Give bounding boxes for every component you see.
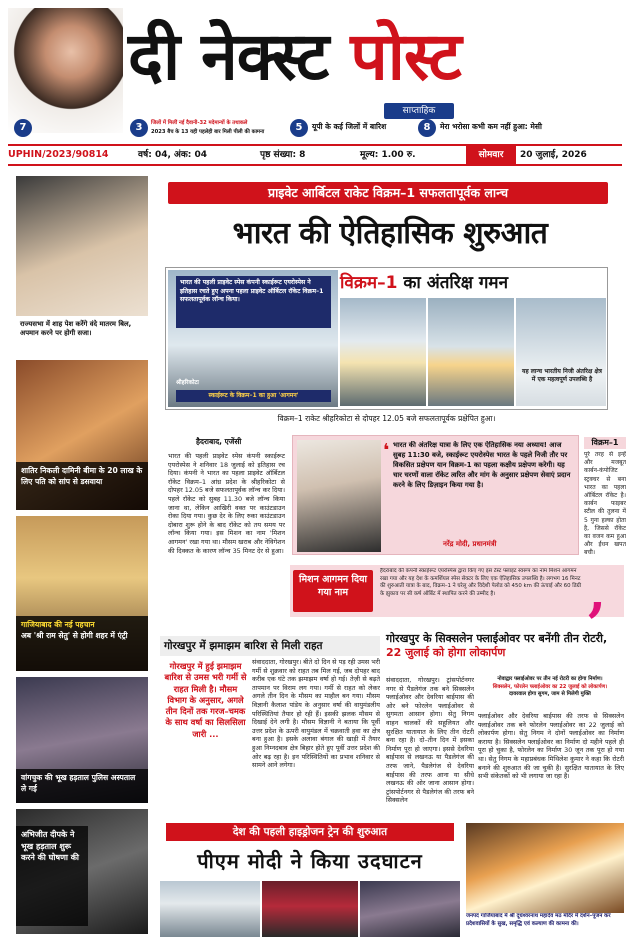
quote-author: नरेंद्र मोदी, प्रधानमंत्री xyxy=(443,540,497,548)
registration-number: UPHIN/2023/90814 xyxy=(8,146,128,164)
flyover-headline-red: 22 जुलाई को होगा लोकार्पण xyxy=(386,646,506,659)
temple-photo xyxy=(466,823,624,913)
vikram-sidebox-body: पूरे तरह से इन्हें और मजबूत कार्बन-कंपोजिट स्ट्रक्चर से बना भारत का पहला ऑर्बिटल रॉकेट है। कार्बन फाइबर स्टील की तुलना में 5 गुना हल्का होता है, जिससे रॉकेट का वजन कम हुआ और ईंधन खपत बची। xyxy=(584,451,626,557)
masthead-title-black: दी नेक्स्ट xyxy=(128,18,329,95)
rain-headline: गोरखपुर में झमाझम बारिश से मिली राहत xyxy=(160,636,380,656)
sidebar-caption-3-text: अब 'श्री राम सेतु' से होगी शहर में एंट्री xyxy=(21,631,128,640)
masthead-title xyxy=(128,12,548,107)
train-kicker: देश की पहली हाइड्रोजन ट्रेन की शुरुआत xyxy=(166,823,454,841)
vikram-sidebox-title: विक्रम–1 xyxy=(584,437,626,449)
teaser-num-8: 8 xyxy=(418,119,436,137)
masthead-model-photo xyxy=(8,8,123,133)
flyover-sub-3: दावरवाल होगा सुगम, जाम से मिलेगी मुक्ति xyxy=(509,691,591,698)
issue-date: 20 जुलाई, 2026 xyxy=(520,150,587,160)
teaser-row xyxy=(8,119,622,139)
sidebar-caption-4: वांगचुक की भूख हड़ताल पुलिस अस्पताल ले गई xyxy=(16,769,148,803)
inset-label: श्रीहरिकोटा xyxy=(176,380,199,386)
right-caption: यह लान्च भारतीय निजी अंतरिक्ष क्षेत्र में एक महत्वपूर्ण उपलब्धि है xyxy=(522,368,602,383)
weekday: सोमवार xyxy=(466,146,516,164)
sidebar-caption-3-red: गाजियाबाद की नई पहचान xyxy=(21,620,95,629)
page-count: पृष्ठ संख्या: 8 xyxy=(260,150,306,160)
lead-box-intro: भारत की पहली प्राइवेट स्पेस कंपनी स्काईरूट एयरोस्पेस ने इतिहास रचते हुए अपना पहला प्राइवेट ऑर्बिटल रॉकेट विक्रम–1 सफलतापूर्वक लॉन्च किया। xyxy=(176,276,331,328)
sidebar-caption-1 xyxy=(16,316,148,354)
teaser-num-7: 7 xyxy=(14,119,32,137)
teaser-num-3: 3 xyxy=(130,119,148,137)
flyover-body-left: संवाददाता, गोरखपुर। ट्रांसपोर्टनगर नगर से पैडलेगंज तक बने सिक्सलेन फ्लाईओवर और देवरिया बाईपास की ओर बने फोरलेन फ्लाईओवर से सुगमता आसान होगा। सेतु निगम वाहन चालकों की सहूलियत और सुरक्षित यातायात के लिए तीन रोटरी बना रहा है। दो–तीन दिन में इसका निर्माण पूरा हो जाएगा। इससे देवरिया बाईपास से लखनऊ या पैडलेगंज की तरफ जाने, पैडलेगंज से देवरिया बाईपास की तरफ आना या सीधे लखनऊ की ओर जाना आसान होगा। ट्रांसपोर्टनगर से पैडलेगंज की तरफ बने सिक्सलेन xyxy=(386,676,474,805)
train-photo-2 xyxy=(262,881,358,937)
mission-label: मिशन आगमन दिया गया नाम xyxy=(293,570,373,612)
lead-body: भारत की पहली प्राइवेट स्पेस कंपनी स्काईरूट एयरोस्पेस ने शनिवार 18 जुलाई को इतिहास रच दिया। कंपनी ने भारत का पहला प्राइवेट ऑर्बिटल रॉकेट विक्रम–1 आंध्र प्रदेश के श्रीहरिकोटा से दोपहर 12.05 बजे सफलतापूर्वक लॉन्च कर दिया। पहले रॉकेट को सुबह 11.30 बजे लॉन्च किया जाना था, लेकिन आखिरी वक्त पर काउंटडाउन रोका दिया गया। कुछ देर के लिए रुका काउंटडाउन दोबारा शुरू होने के बाद रॉकेट को तय समय पर लॉन्च किया गया। इस मिशन का नाम 'मिशन आगमन' रखा गया था। मौसम खराब और नेविगेशन की दिक्कत के कारण लॉन्च 35 मिनट देर से हुआ। xyxy=(168,452,285,555)
vikram-title-red: विक्रम–1 xyxy=(340,273,398,293)
sidebar-caption-3 xyxy=(16,616,148,671)
flyover-headline xyxy=(386,632,624,672)
lead-headline: भारत की ऐतिहासिक शुरुआत xyxy=(232,216,548,251)
train-photo-1 xyxy=(160,881,260,937)
teaser-3-line-1: जिलों में मिलीं नई दैवानी-32 मदेमान्यों के तथाकले xyxy=(151,120,248,126)
masthead-title-red: पोस्ट xyxy=(350,18,461,95)
teaser-3-line-2: 2023 बैच के 13 यही पहलेही बार मिली पीली की कामना xyxy=(151,129,265,135)
flyover-body-right: फ्लाईओवर और देवरिया बाईपास की तरफ से सिक्सलेन फ्लाईओवर तक बने फोरलेन फ्लाईओवर का 22 जुलाई को लोकार्पण होगा। सेतु निगम ने दोनों फ्लाईओवर का निर्माण कराया है। सिक्सलेन फ्लाईओवर का निर्माण दो महीने पहले ही पूरा हो चुका है, फोरलेन का निर्माण 30 जून तक पूरा हो गया था। सेतु निगम के महाप्रबंधक मिथिलेश कुमार ने कहा कि रोटरी बनाने की शुरुआत की जा चुकी है। सुरक्षित यातायात के लिए सभी संकेतकों को भी लगाया जा रहा है। xyxy=(478,712,624,781)
teaser-3-text xyxy=(151,119,291,139)
rain-pull-quote: गोरखपुर में हुई झमाझम बारिश से उमस भरी गर्मी से राहत मिली है। मौसम विभाग के अनुसार, अगले तीन दिनों तक गरज–चमक के साथ वर्षा का सिलसिला जारी ... xyxy=(164,661,247,739)
sidebar xyxy=(16,176,148,934)
quote-text: भारत की अंतरिक्ष यात्रा के लिए एक ऐतिहासिक नया अध्याय! आज सुबह 11:30 बजे, स्काईरूट एयरोस्पेस भारत के पहले निजी तौर पर विकसित प्रक्षेपण यान विक्रम-1 का पहला कक्षीय प्रक्षेपण करेगी। यह चार चरणों वाला रॉकेट त्वरित और मांग के अनुसार प्रक्षेपण सेवाएं प्रदान करने के लिए डिज़ाइन किया गया है। xyxy=(393,441,571,489)
sidebar-caption-5: अभिजीत दीपके ने भूख हड़ताल शुरू करने की घोषणा की xyxy=(16,826,88,926)
vikram-title xyxy=(340,270,606,296)
teaser-5-text: यूपी के कई जिलों में बारिश xyxy=(312,122,387,131)
launch-photo-3 xyxy=(516,298,606,406)
train-photo-3 xyxy=(360,881,460,937)
temple-caption: जनपद गाजियाबाद में श्री दूधेश्वरनाथ महादेव मठ मंदिर में दर्शन–पूजन कर प्रदेशवासियों के सुख, समृद्धि एवं कल्याण की कामना की। xyxy=(466,913,611,927)
flyover-sub-2: सिक्सलेन, फोरलेन फ्लाईओवर का 22 जुलाई को लोकार्पण। xyxy=(492,683,608,690)
inset-caption: स्काईरूट के विक्रम–1 का हुआ 'आगमन' xyxy=(176,390,331,402)
weekly-tag: साप्ताहिक xyxy=(384,103,454,119)
lead-dateline: हैदराबाद, एजेंसी xyxy=(196,437,242,446)
vikram-title-black: का अंतरिक्ष गमन xyxy=(403,273,509,293)
teaser-num-5: 5 xyxy=(290,119,308,137)
mission-text: हैदराबाद की कंपनी स्काईरूट एयरोस्पेस द्वारा किए गए इस टेस्ट फ्लाइट स्वरूप का नाम मिशन आगमन रखा गया और यह देश के कमर्शियल स्पेस सेक्टर के लिए एक ऐतिहासिक उपलब्धि है। लगभग 16 मिनट की शुरुआती यात्रा के बाद, विक्रम–1 ने घरेलू और विदेशी पेलोड को 450 km की ऊंचाई और 60 डिग्री के झुकाव पर सी कर्ष ऑर्बिट में स्थापित करने की उम्मीद है। xyxy=(380,568,582,598)
mission-box xyxy=(290,562,624,623)
info-bar xyxy=(8,144,622,166)
volume-issue: वर्ष: 04, अंक: 04 xyxy=(138,150,208,160)
quote-mark-icon: ❛ xyxy=(383,440,390,461)
flyover-headline-black: गोरखपुर के सिक्सलेन फ्लाईओवर पर बनेंगी तीन रोटरी, xyxy=(386,632,608,645)
sidebar-caption-1-text: राज्यसभा में शाह पेश करेंगे वंदे मातरम बिल, अपमान करने पर होगी सजा। xyxy=(20,320,132,337)
modi-photo xyxy=(297,440,381,552)
comma-icon: , xyxy=(588,562,607,623)
sidebar-caption-2: शातिर निकली दामिनी बीमा के 20 लाख के लिए पति को सांप से डसवाया xyxy=(16,462,148,510)
price: मूल्य: 1.00 रु. xyxy=(360,150,416,160)
teaser-8-text: मेरा भरोसा कभी कम नहीं हुआ: मेसी xyxy=(440,122,542,131)
flyover-sub-1: नोवाद्वार फ्लाईओवर पर तीन नई रोटरी का होगा निर्माण। xyxy=(497,676,603,682)
launch-photo-1 xyxy=(340,298,426,406)
launch-photo-2 xyxy=(428,298,514,406)
lead-kicker: प्राइवेट आर्बिटल राकेट विक्रम–1 सफलतापूर्वक लान्च xyxy=(168,182,608,204)
rain-body: संवाददाता, गोरखपुर। बीते दो दिन से पड़ रही उमस भरी गर्मी से शुक्रवार को राहत तब मिल गई, जब दोपहर बाद करीब एक घंटे तक झमाझम वर्षा हो गई। तेज़ी से बढ़ते तापमान पर विराम लग गया। गर्मी से राहत को लेकर अगले तीन दिन के मौसम का माहौल बन गया। मौसम विज्ञानी कैलाश पांडेय के अनुसार वर्षा की वायुमंडलीय परिस्थितियां तैयार हो रही हैं। इसकी झलक मौसम से दिखाई देने लगी है। मौसम विज्ञानी ने बताया कि पूर्वी उत्तर प्रदेश के ऊपरी वायुमंडल में चक्रवाती हवा का क्षेत्र बना हुआ है। इसके अलावा बंगाल की खाड़ी में तैयार हुआ निम्नदबाव क्षेत्र बिहार होते हुए पूर्वी उत्तर प्रदेश की ओर बढ़ रहा है। इन परिस्थितियों का प्रभाव शनिवार से सामने आने लगेगा। xyxy=(252,658,380,770)
lead-strip-caption: विक्रम–1 राकेट श्रीहरिकोटा से दोपहर 12.05 बजे सफलतापूर्वक प्रक्षेपित हुआ। xyxy=(277,414,496,423)
train-block xyxy=(160,823,460,937)
lead-photo-block xyxy=(165,267,608,410)
train-headline: पीएम मोदी ने किया उदघाटन xyxy=(197,849,423,873)
flyover-subheads xyxy=(476,676,624,710)
quote-box xyxy=(292,435,579,555)
